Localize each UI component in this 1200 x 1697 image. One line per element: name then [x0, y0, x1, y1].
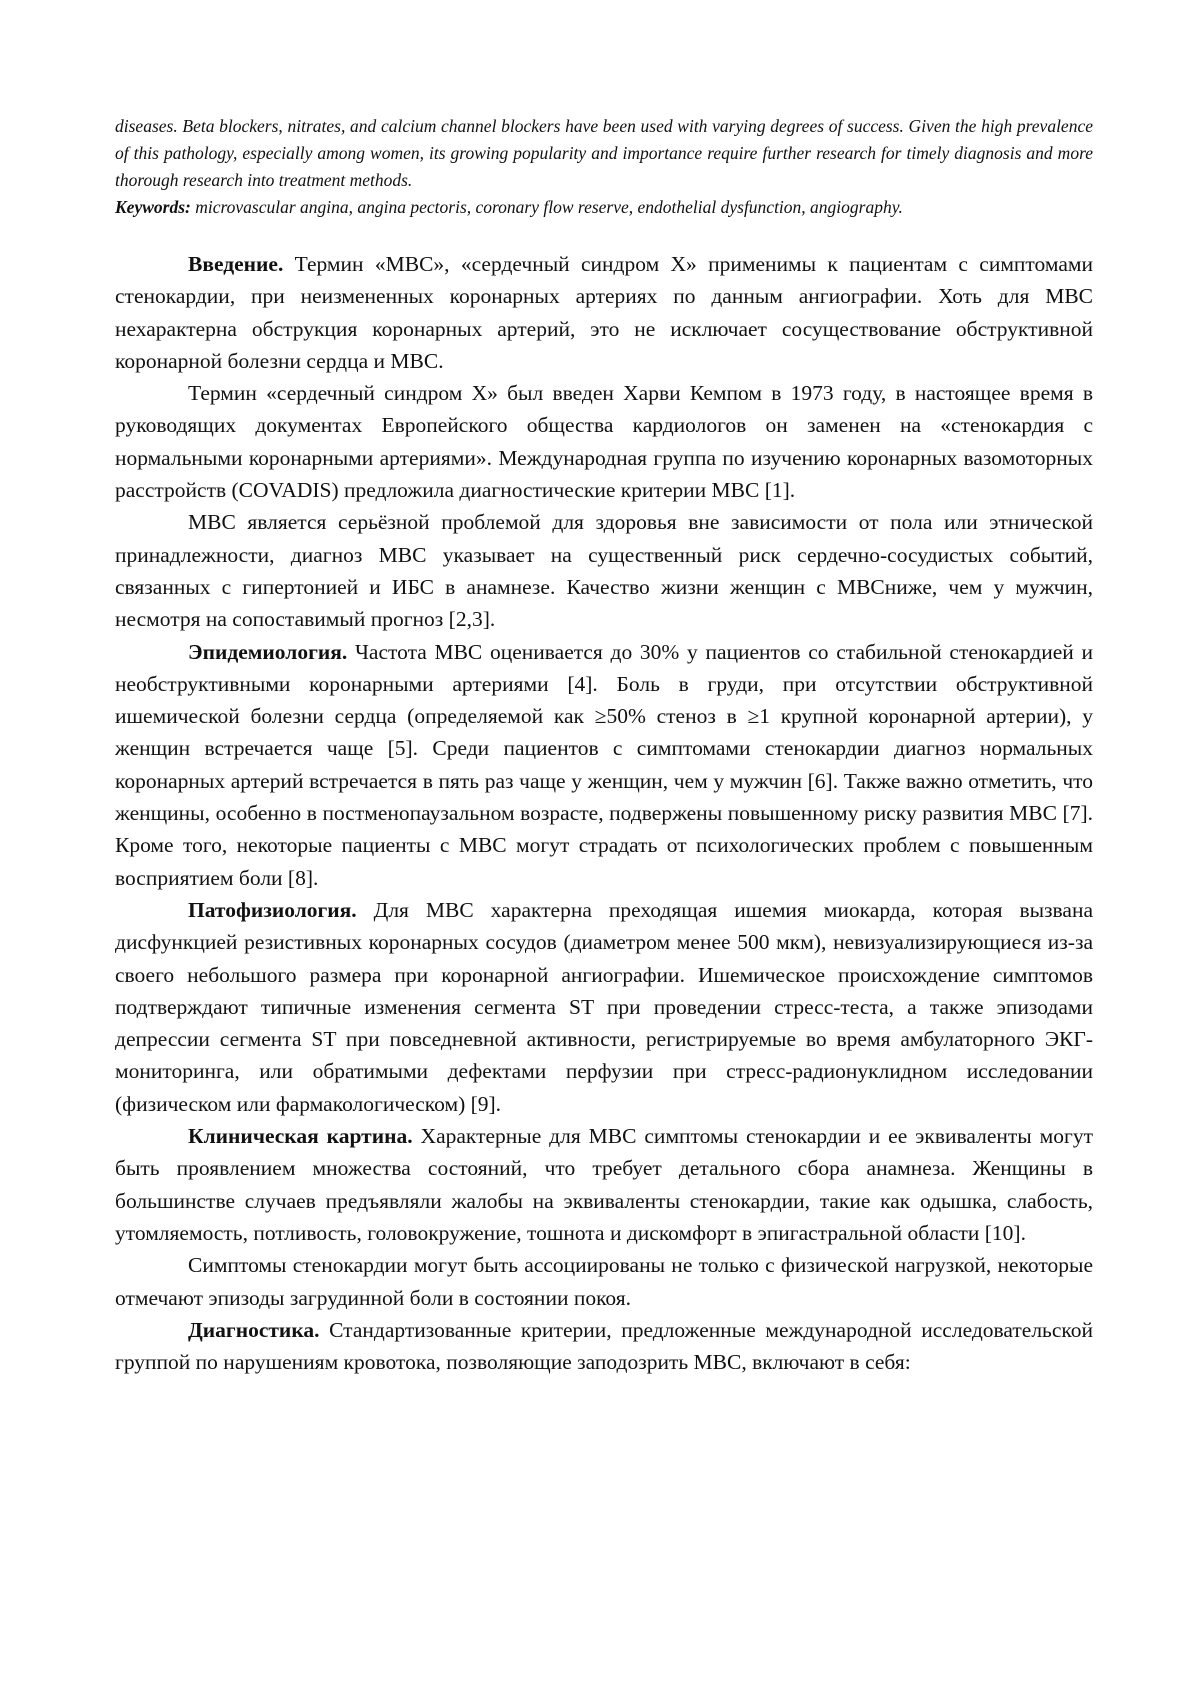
paragraph-diagnostics	[115, 1314, 1093, 1379]
heading-epidemiology: Эпидемиология.	[188, 640, 347, 664]
keywords-line	[115, 194, 1093, 221]
heading-introduction: Введение.	[188, 252, 283, 276]
paragraph-text: Характерные для МВС симптомы стенокардии и ее эквиваленты могут быть проявлением множества состояний, что требует детального сбора анамнеза. Женщины в большинстве случаев предъявляли жалобы на эквиваленты стенокардии, такие как одышка, слабость, утомляемость, потливость, головокружение, тошнота и дискомфорт в эпигастральной области [10].	[115, 1124, 1093, 1245]
heading-clinical-picture: Клиническая картина.	[188, 1124, 413, 1148]
paragraph-epidemiology	[115, 636, 1093, 894]
heading-diagnostics: Диагностика.	[188, 1318, 320, 1342]
paragraph-text: Для МВС характерна преходящая ишемия миокарда, которая вызвана дисфункцией резистивных коронарных сосудов (диаметром менее 500 мкм), невизуализирующиеся из-за своего небольшого размера при коронарной ангиографии. Ишемическое происхождение симптомов подтверждают типичные изменения сегмента ST при проведении стресс-теста, а также эпизодами депрессии сегмента ST при повседневной активности, регистрируемые во время амбулаторного ЭКГ-мониторинга, или обратимыми дефектами перфузии при стресс-радионуклидном исследовании (физическом или фармакологическом) [9].	[115, 898, 1093, 1116]
paragraph-introduction	[115, 248, 1093, 377]
paragraph-text: Частота МВС оценивается до 30% у пациентов со стабильной стенокардией и необструктивными коронарными артериями [4]. Боль в груди, при отсутствии обструктивной ишемической болезни сердца (определяемой как ≥50% стеноз в ≥1 крупной коронарной артерии), у женщин встречается чаще [5]. Среди пациентов с симптомами стенокардии диагноз нормальных коронарных артерий встречается в пять раз чаще у женщин, чем у мужчин [6]. Также важно отметить, что женщины, особенно в постменопаузальном возрасте, подвержены повышенному риску развития МВС [7]. Кроме того, некоторые пациенты с МВС могут страдать от психологических проблем с повышенным восприятием боли [8].	[115, 640, 1093, 890]
article-body	[115, 248, 1093, 1378]
paragraph-text: Симптомы стенокардии могут быть ассоциированы не только с физической нагрузкой, некоторые отмечают эпизоды загрудинной боли в состоянии покоя.	[115, 1253, 1093, 1309]
paragraph-clinical-picture	[115, 1120, 1093, 1249]
keywords-text: microvascular angina, angina pectoris, coronary flow reserve, endothelial dysfunction, angiography.	[191, 197, 903, 217]
paragraph-text: МВС является серьёзной проблемой для здоровья вне зависимости от пола или этнической принадлежности, диагноз МВС указывает на существенный риск сердечно-сосудистых событий, связанных с гипертонией и ИБС в анамнезе. Качество жизни женщин с МВСниже, чем у мужчин, несмотря на сопоставимый прогноз [2,3].	[115, 510, 1093, 631]
abstract-text: diseases. Beta blockers, nitrates, and calcium channel blockers have been used with varying degrees of success. Given the high prevalence of this pathology, especially among women, its growing popularity and importance require further research for timely diagnosis and more thorough research into treatment methods.	[115, 113, 1093, 194]
paragraph-problem	[115, 506, 1093, 635]
paragraph-term-history	[115, 377, 1093, 506]
paragraph-text: Термин «МВС», «сердечный синдром Х» применимы к пациентам с симптомами стенокардии, при неизмененных коронарных артериях по данным ангиографии. Хоть для МВС нехарактерна обструкция коронарных артерий, это не исключает сосуществование обструктивной коронарной болезни сердца и МВС.	[115, 252, 1093, 373]
heading-pathophysiology: Патофизиология.	[188, 898, 357, 922]
keywords-label: Keywords:	[115, 197, 191, 217]
paragraph-pathophysiology	[115, 894, 1093, 1120]
paragraph-text: Стандартизованные критерии, предложенные международной исследовательской группой по нарушениям кровотока, позволяющие заподозрить МВС, включают в себя:	[115, 1318, 1093, 1374]
paragraph-text: Термин «сердечный синдром Х» был введен Харви Кемпом в 1973 году, в настоящее время в руководящих документах Европейского общества кардиологов он заменен на «стенокардия с нормальными коронарными артериями». Международная группа по изучению коронарных вазомоторных расстройств (COVADIS) предложила диагностические критерии МВС [1].	[115, 381, 1093, 502]
document-page	[115, 113, 1093, 1378]
paragraph-symptoms	[115, 1249, 1093, 1314]
